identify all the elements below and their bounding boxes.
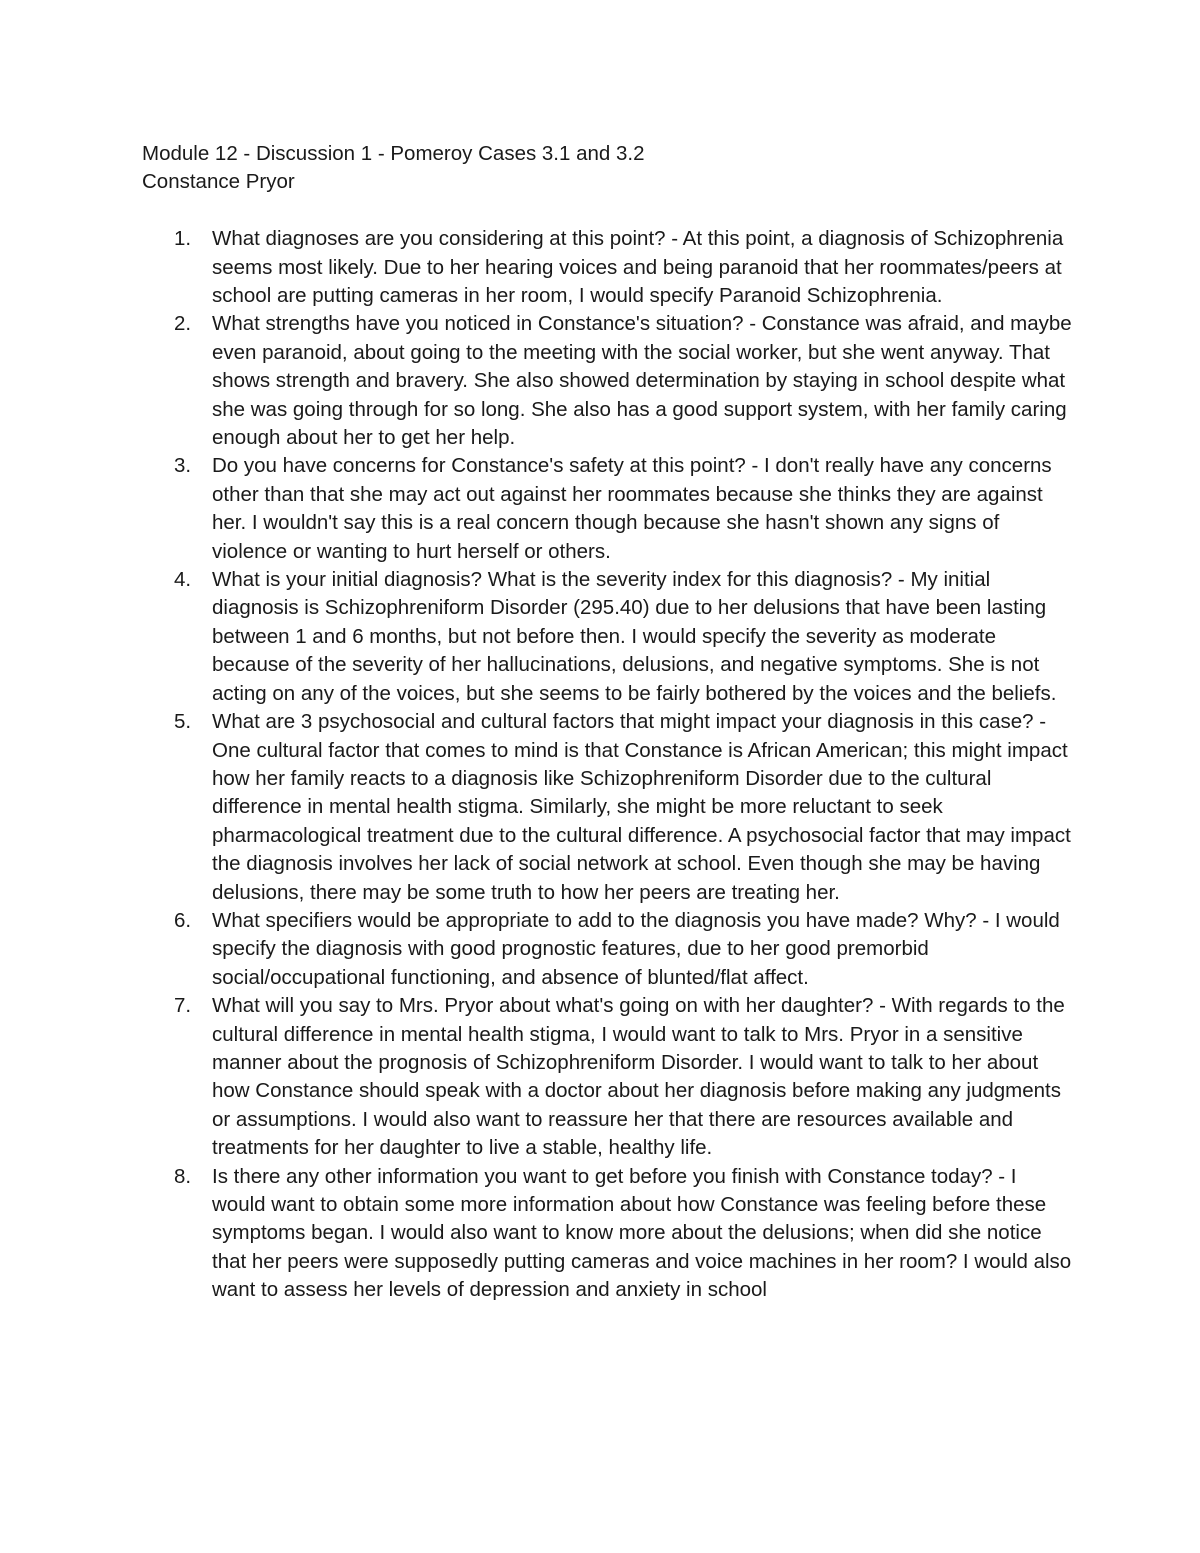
list-item: [142, 708, 1072, 907]
item-number: 1.: [174, 227, 192, 251]
document-body: [142, 140, 1072, 1305]
item-text: What diagnoses are you considering at this point? - At this point, a diagnosis of Schizophrenia seems most likely. Due to her hearing voices and being paranoid that her roommates/peers at school are putting cameras in her room, I would specify Paranoid Schizophrenia.: [212, 227, 1064, 308]
item-number: 8.: [174, 1164, 192, 1188]
document-title: Module 12 - Discussion 1 - Pomeroy Cases 3.1 and 3.2: [142, 142, 645, 165]
item-number: 4.: [174, 568, 192, 592]
item-number: 5.: [174, 710, 192, 734]
item-text: What will you say to Mrs. Pryor about what's going on with her daughter? - With regards to the cultural difference in mental health stigma, I would want to talk to Mrs. Pryor in a sensitive manner about the prognosis of Schizophreniform Disorder. I would want to talk to her about how Constance should speak with a doctor about her diagnosis before making any judgments or assumptions. I would also want to reassure her that there are resources available and treatments for her daughter to live a stable, healthy life.: [212, 994, 1065, 1160]
item-number: 2.: [174, 312, 192, 336]
item-text: Is there any other information you want to get before you finish with Constance today? - I would want to obtain some more information about how Constance was feeling before these symptoms began. I would also want to know more about the delusions; when did she notice that her peers were supposedly putting cameras and voice machines in her room? I would also want to assess her levels of depression and anxiety in school: [212, 1164, 1072, 1302]
item-text: Do you have concerns for Constance's safety at this point? - I don't really have any concerns other than that she may act out against her roommates because she thinks they are against her. I wouldn't say this is a real concern though because she hasn't shown any signs of violence or wanting to hurt herself or others.: [212, 454, 1052, 563]
item-number: 3.: [174, 454, 192, 478]
list-item: [142, 225, 1072, 310]
item-text: What are 3 psychosocial and cultural factors that might impact your diagnosis in this case? - One cultural factor that comes to mind is that Constance is African American; this might impact how her family reacts to a diagnosis like Schizophreniform Disorder due to the cultural difference in mental health stigma. Similarly, she might be more reluctant to seek pharmacological treatment due to the cultural difference. A psychosocial factor that may impact the diagnosis involves her lack of social network at school. Even though she may be having delusions, there may be some truth to how her peers are treating her.: [212, 710, 1071, 904]
list-item: [142, 1163, 1072, 1305]
list-item: [142, 566, 1072, 708]
list-item: [142, 907, 1072, 992]
list-item: [142, 992, 1072, 1162]
item-text: What is your initial diagnosis? What is the severity index for this diagnosis? - My initial diagnosis is Schizophreniform Disorder (295.40) due to her delusions that have been lasting between 1 and 6 months, but not before then. I would specify the severity as moderate because of the severity of her hallucinations, delusions, and negative symptoms. She is not acting on any of the voices, but she seems to be fairly bothered by the voices and the beliefs.: [212, 568, 1057, 705]
blank-line: [142, 197, 1072, 225]
author-name: Constance Pryor: [142, 170, 295, 194]
list-item: [142, 310, 1072, 452]
list-item: [142, 452, 1072, 566]
item-number: 7.: [174, 994, 192, 1018]
item-number: 6.: [174, 908, 192, 932]
item-text: What specifiers would be appropriate to add to the diagnosis you have made? Why? - I would specify the diagnosis with good prognostic features, due to her good premorbid social/occupational functioning, and absence of blunted/flat affect.: [212, 908, 1060, 989]
question-list: [142, 225, 1072, 1304]
item-text: What strengths have you noticed in Constance's situation? - Constance was afraid, and maybe even paranoid, about going to the meeting with the social worker, but she went anyway. That shows strength and bravery. She also showed determination by staying in school despite what she was going through for so long. She also has a good support system, with her family caring enough about her to get her help.: [212, 312, 1072, 450]
